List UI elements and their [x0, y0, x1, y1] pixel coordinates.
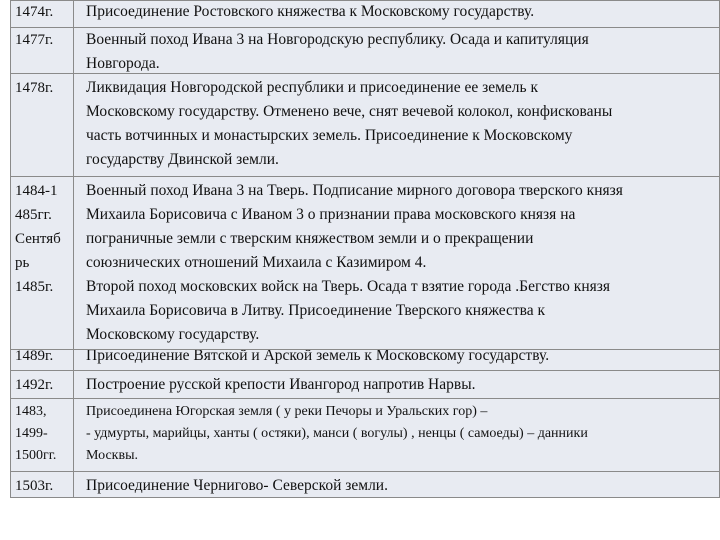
year-cell	[11, 74, 74, 176]
year-text: 485гг.	[15, 207, 52, 223]
event-text: Присоединение Ростовского княжества к Московскому государству.	[86, 3, 535, 20]
table-row	[10, 0, 720, 28]
event-text: союзнических отношений Михаила с Казимиром 4.	[86, 254, 427, 271]
event-text: Построение русской крепости Ивангород напротив Нарвы.	[86, 376, 476, 393]
table-row	[10, 73, 720, 177]
event-text: Военный поход Ивана 3 на Новгородскую республику. Осада и капитуляция	[86, 31, 589, 48]
event-text: Присоединение Чернигово- Северской земли.	[86, 477, 388, 494]
event-cell	[74, 399, 719, 467]
table-row	[10, 370, 720, 399]
year-text: 1484-1	[15, 183, 58, 199]
year-text: 1500гг.	[15, 448, 57, 463]
year-cell	[11, 371, 74, 398]
year-cell	[11, 472, 74, 497]
year-cell	[11, 399, 74, 471]
event-cell	[74, 177, 719, 347]
event-text: Второй поход московских войск на Тверь. Осада т взятие города .Бегство князя	[86, 278, 611, 295]
year-text: 1499-	[15, 426, 48, 441]
event-cell	[74, 350, 719, 366]
year-text: 1485г.	[15, 279, 54, 295]
table-row	[10, 27, 720, 74]
event-text: пограничные земли с тверским княжеством земли и о прекращении	[86, 230, 534, 247]
event-cell	[74, 74, 719, 172]
year-text: 1489г.	[15, 349, 54, 364]
event-text: Московскому государству. Отменено вече, снят вечевой колокол, конфискованы	[86, 103, 613, 120]
event-text: Михаила Борисовича в Литву. Присоединение Тверского княжества к	[86, 302, 546, 319]
event-text: Военный поход Ивана 3 на Тверь. Подписание мирного договора тверского князя	[86, 182, 623, 199]
event-cell	[74, 1, 719, 23]
year-cell	[11, 1, 74, 27]
event-cell	[74, 371, 719, 397]
event-text: Новгорода.	[86, 55, 160, 72]
event-text: Москвы.	[86, 448, 138, 463]
event-text: Присоединение Вятской и Арской земель к Московскому государству.	[86, 349, 550, 364]
event-text: Ликвидация Новгородской республики и присоединение ее земель к	[86, 79, 538, 96]
event-cell	[74, 28, 719, 76]
event-text: государству Двинской земли.	[86, 151, 279, 168]
table-row	[10, 349, 720, 371]
year-text: 1478г.	[15, 80, 54, 96]
event-text: - удмурты, марийцы, ханты ( остяки), манси ( вогулы) , ненцы ( самоеды) – данники	[86, 426, 588, 441]
table-row	[10, 398, 720, 472]
year-text: Сентяб	[15, 231, 61, 247]
year-text: рь	[15, 255, 30, 271]
year-text: 1483,	[15, 404, 47, 419]
year-text: 1503г.	[15, 478, 54, 494]
year-text: 1477г.	[15, 32, 54, 48]
event-text: Московскому государству.	[86, 326, 260, 343]
table-row	[10, 176, 720, 350]
event-text: Михаила Борисовича с Иваном 3 о признании права московского князя на	[86, 206, 576, 223]
year-text: 1492г.	[15, 377, 54, 393]
year-cell	[11, 350, 74, 370]
event-text: часть вотчинных и монастырских земель. Присоединение к Московскому	[86, 127, 573, 144]
table-row	[10, 471, 720, 498]
event-text: Присоединена Югорская земля ( у реки Печоры и Уральских гор) –	[86, 404, 488, 419]
event-cell	[74, 472, 719, 498]
year-text: 1474г.	[15, 4, 54, 20]
year-cell	[11, 177, 74, 349]
year-cell	[11, 28, 74, 73]
